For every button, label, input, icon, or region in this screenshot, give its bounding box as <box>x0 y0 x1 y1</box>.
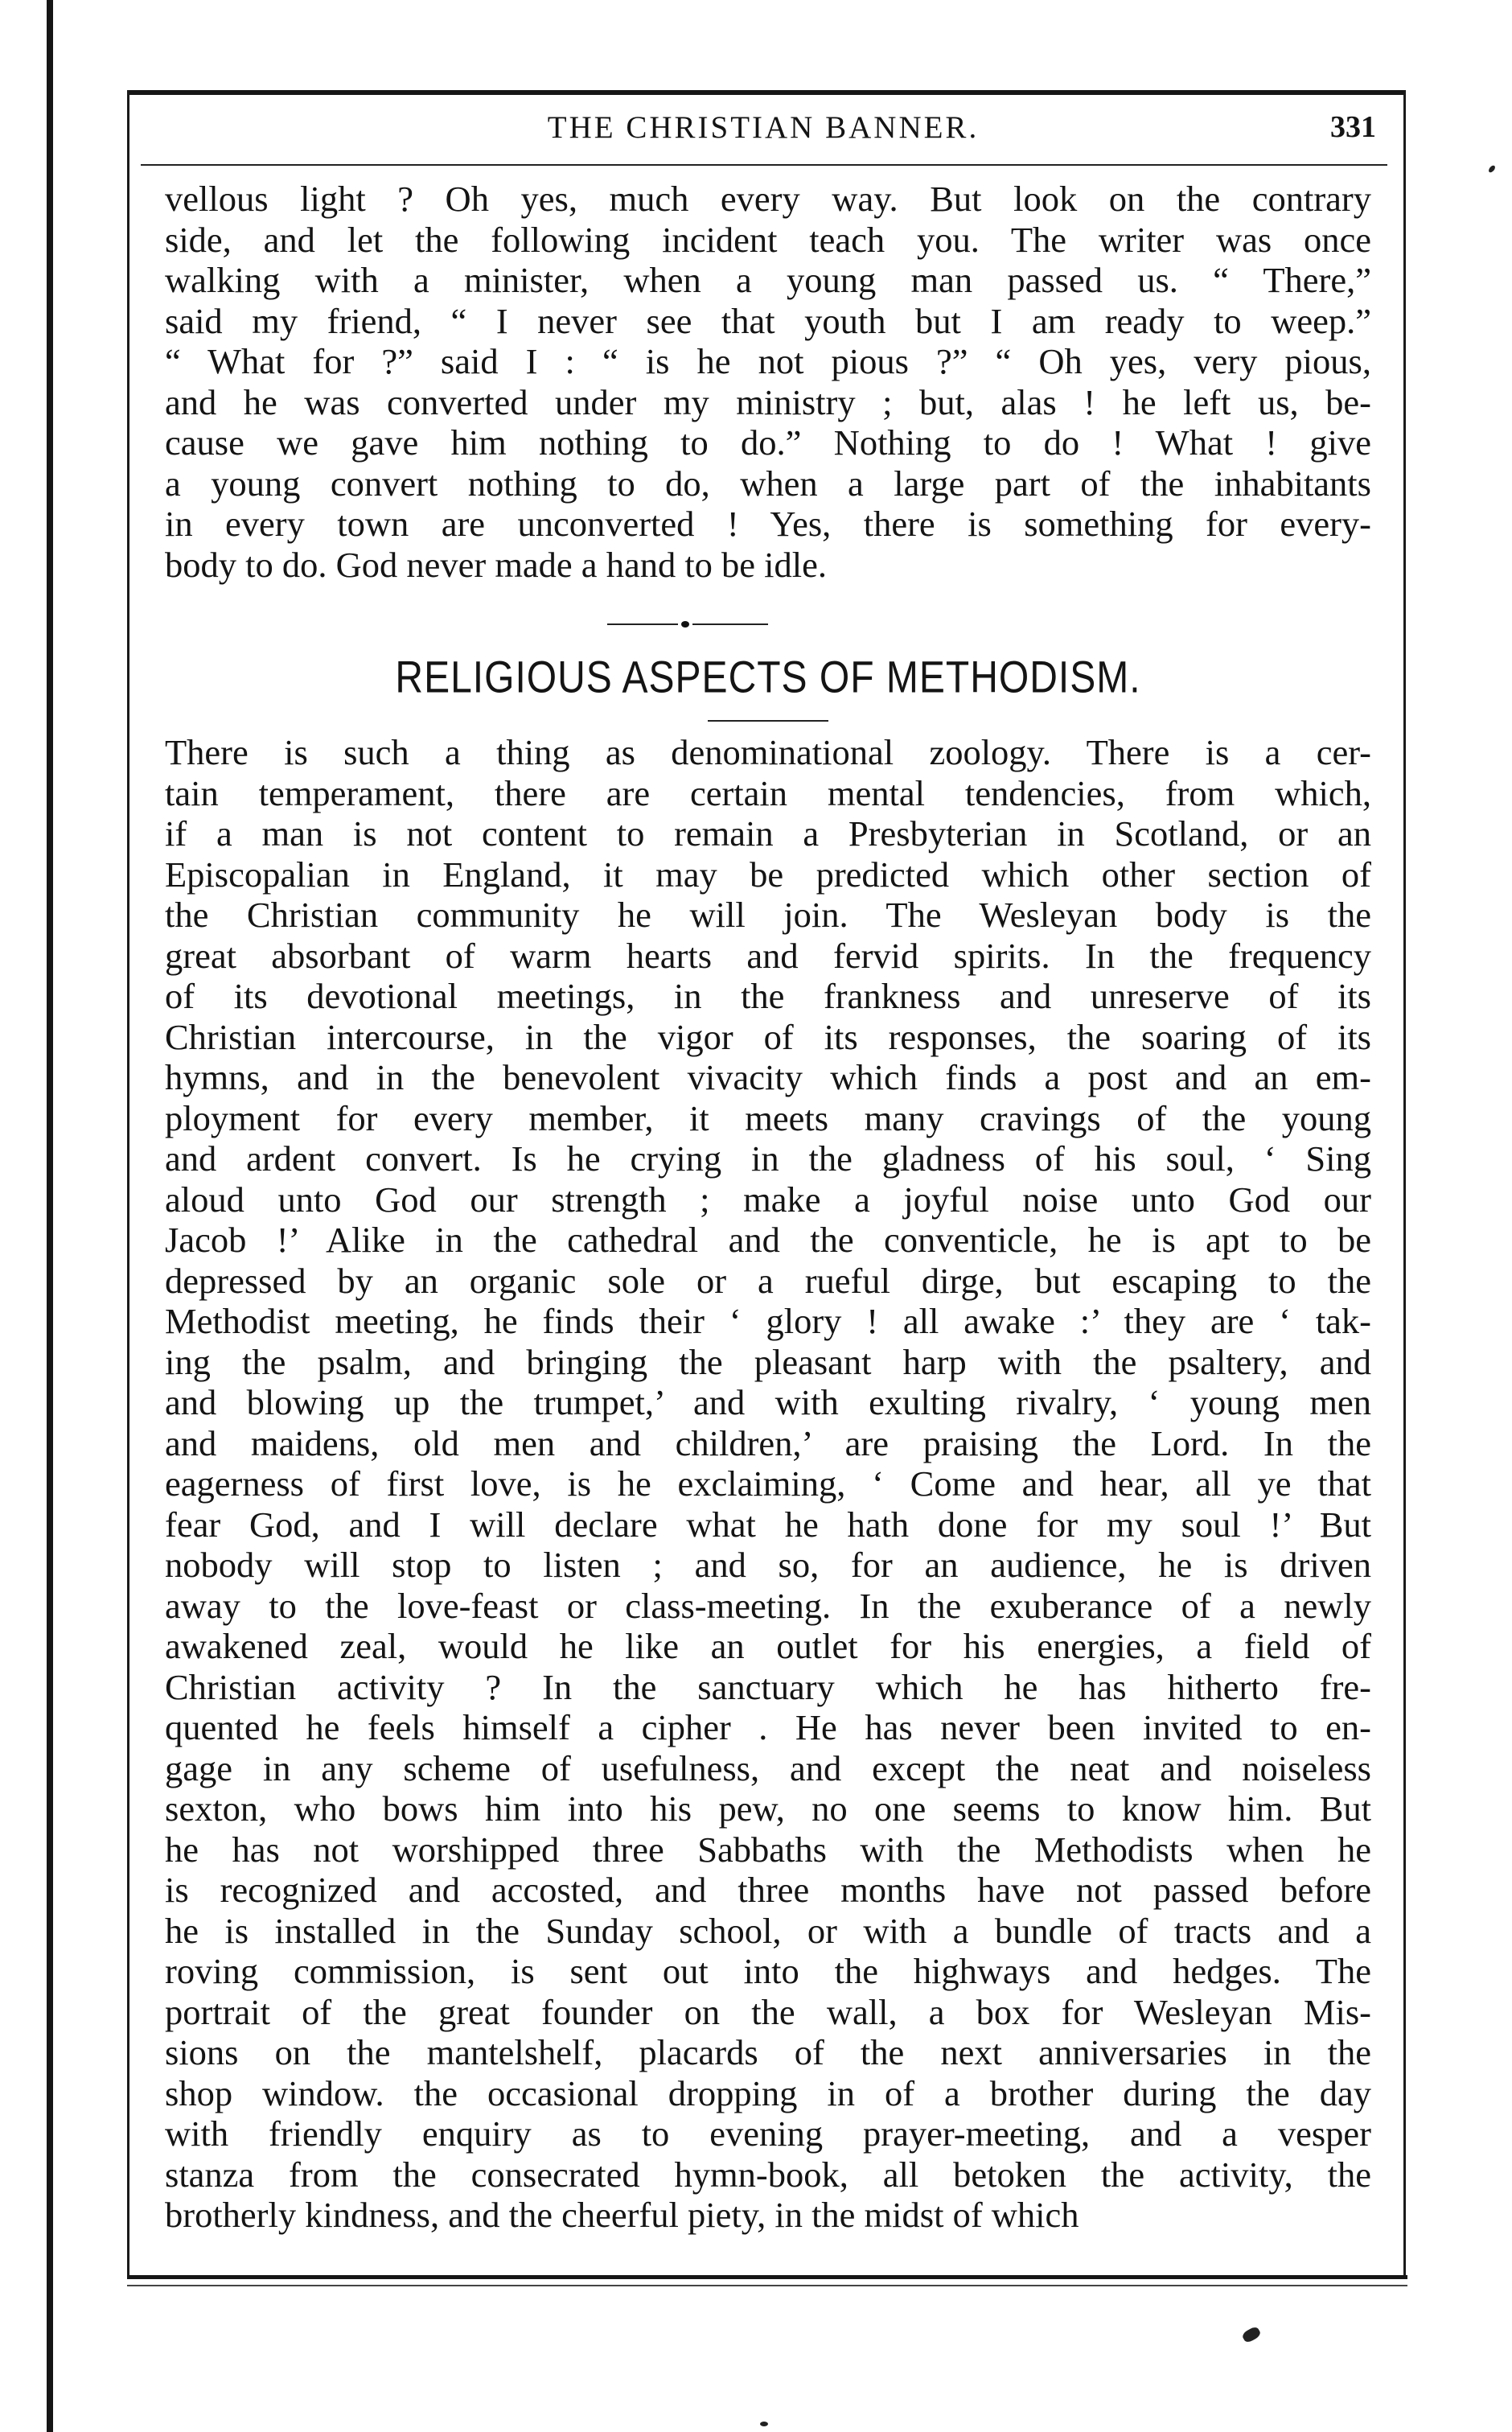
text-line: and he was converted under my ministry ; but, alas ! he left us, be- <box>165 381 1371 422</box>
ink-speck <box>760 2422 768 2426</box>
text-line: he is installed in the Sunday school, or with a bundle of tracts and a <box>165 1910 1371 1951</box>
text-line: side, and let the following incident teach you. The writer was once <box>165 219 1371 260</box>
text-line: awakened zeal, would he like an outlet for his energies, a field of <box>165 1626 1371 1666</box>
text-line: great absorbant of warm hearts and fervid spirits. In the frequency <box>165 935 1371 976</box>
text-line: tain temperament, there are certain mental tendencies, from which, <box>165 772 1371 813</box>
bottom-rule-thin <box>127 2285 1407 2286</box>
text-line: shop window. the occasional dropping in of a brother during the day <box>165 2072 1371 2113</box>
text-line: he has not worshipped three Sabbaths with the Methodists when he <box>165 1829 1371 1870</box>
page-number: 331 <box>1330 110 1376 144</box>
text-line: nobody will stop to listen ; and so, for an audience, he is driven <box>165 1545 1371 1585</box>
paragraph-closing-previous-article <box>165 179 1371 585</box>
section-divider-ornament <box>607 621 768 628</box>
text-line: Episcopalian in England, it may be predicted which other section of <box>165 854 1371 895</box>
text-line: and ardent convert. Is he crying in the gladness of his soul, ‘ Sing <box>165 1138 1371 1179</box>
bottom-rule <box>127 2275 1407 2279</box>
text-line: “ What for ?” said I : “ is he not pious ?” “ Oh yes, very pious, <box>165 341 1371 381</box>
text-line: ployment for every member, it meets many cravings of the young <box>165 1097 1371 1138</box>
text-line: vellous light ? Oh yes, much every way. But look on the contrary <box>165 179 1371 219</box>
text-line: stanza from the consecrated hymn-book, all betoken the activity, the <box>165 2154 1371 2195</box>
header-rule <box>141 164 1387 166</box>
page-header <box>141 103 1386 153</box>
text-line: and maidens, old men and children,’ are praising the Lord. In the <box>165 1422 1371 1463</box>
text-line: the Christian community he will join. The Wesleyan body is the <box>165 895 1371 935</box>
text-line: and blowing up the trumpet,’ and with exulting rivalry, ‘ young men <box>165 1382 1371 1422</box>
article-body <box>165 732 1371 2236</box>
text-line: portrait of the great founder on the wall, a box for Wesleyan Mis- <box>165 1991 1371 2032</box>
running-head: THE CHRISTIAN BANNER. <box>547 110 980 145</box>
text-line: away to the love-feast or class-meeting. In the exuberance of a newly <box>165 1585 1371 1626</box>
text-line: roving commission, is sent out into the highways and hedges. The <box>165 1951 1371 1991</box>
text-line: Christian intercourse, in the vigor of its responses, the soaring of its <box>165 1016 1371 1057</box>
text-line: hymns, and in the benevolent vivacity which finds a post and an em- <box>165 1057 1371 1097</box>
text-line: brotherly kindness, and the cheerful piety, in the midst of which <box>165 2195 1079 2235</box>
text-line: Christian activity ? In the sanctuary which he has hitherto fre- <box>165 1666 1371 1707</box>
text-line: depressed by an organic sole or a rueful dirge, but escaping to the <box>165 1260 1371 1301</box>
text-line: said my friend, “ I never see that youth but I am ready to weep.” <box>165 300 1371 341</box>
text-line: aloud unto God our strength ; make a joyful noise unto God our <box>165 1179 1371 1220</box>
text-line: cause we gave him nothing to do.” Nothing to do ! What ! give <box>165 422 1371 463</box>
ink-speck <box>1241 2325 1262 2344</box>
text-line: with friendly enquiry as to evening prayer-meeting, and a vesper <box>165 2113 1371 2154</box>
ink-speck <box>1487 164 1496 174</box>
text-line: in every town are unconverted ! Yes, there is something for every- <box>165 504 1371 544</box>
text-line: There is such a thing as denominational zoology. There is a cer- <box>165 732 1371 772</box>
text-line: ing the psalm, and bringing the pleasant harp with the psaltery, and <box>165 1341 1371 1382</box>
text-line: quented he feels himself a cipher . He has never been invited to en- <box>165 1707 1371 1747</box>
binding-edge <box>47 0 53 2432</box>
text-line: is recognized and accosted, and three months have not passed before <box>165 1870 1371 1910</box>
text-line: eagerness of first love, is he exclaiming, ‘ Come and hear, all ye that <box>165 1463 1371 1504</box>
title-rule <box>708 720 828 722</box>
text-line: sexton, who bows him into his pew, no one seems to know him. But <box>165 1788 1371 1829</box>
text-line: sions on the mantelshelf, placards of the next anniversaries in the <box>165 2032 1371 2072</box>
text-line: Jacob !’ Alike in the cathedral and the conventicle, he is apt to be <box>165 1220 1371 1260</box>
text-line: a young convert nothing to do, when a large part of the inhabitants <box>165 463 1371 504</box>
text-line: Methodist meeting, he finds their ‘ glory ! all awake :’ they are ‘ tak- <box>165 1301 1371 1341</box>
text-line: if a man is not content to remain a Presbyterian in Scotland, or an <box>165 813 1371 854</box>
text-line: of its devotional meetings, in the frankness and unreserve of its <box>165 976 1371 1016</box>
text-line: body to do. God never made a hand to be idle. <box>165 544 828 585</box>
text-line: gage in any scheme of usefulness, and except the neat and noiseless <box>165 1747 1371 1788</box>
article-title: RELIGIOUS ASPECTS OF METHODISM. <box>395 653 1141 702</box>
text-line: fear God, and I will declare what he hath done for my soul !’ But <box>165 1504 1371 1545</box>
text-line: walking with a minister, when a young man passed us. “ There,” <box>165 260 1371 300</box>
